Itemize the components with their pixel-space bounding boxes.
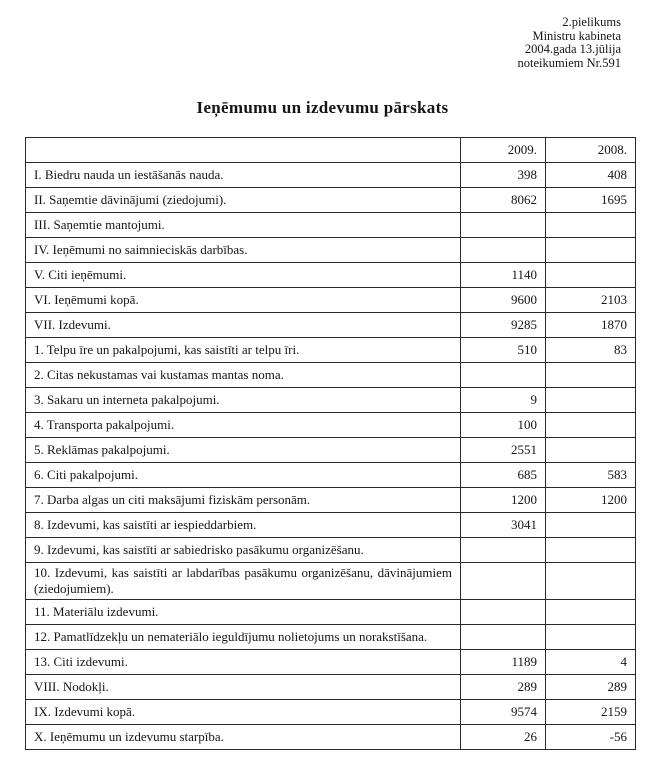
value-2008 bbox=[546, 563, 636, 600]
row-label: X. Ieņēmumu un izdevumu starpība. bbox=[26, 725, 461, 750]
value-2009: 9 bbox=[461, 388, 546, 413]
value-2008: -56 bbox=[546, 725, 636, 750]
value-2008 bbox=[546, 625, 636, 650]
legal-reference-block bbox=[518, 16, 621, 70]
legal-reference-line: noteikumiem Nr.591 bbox=[517, 55, 621, 70]
value-2008: 83 bbox=[546, 338, 636, 363]
row-label: IV. Ieņēmumi no saimnieciskās darbības. bbox=[26, 238, 461, 263]
value-2009 bbox=[461, 600, 546, 625]
table-row bbox=[26, 650, 636, 675]
value-2008 bbox=[546, 600, 636, 625]
row-label: II. Saņemtie dāvinājumi (ziedojumi). bbox=[26, 188, 461, 213]
row-label: 3. Sakaru un interneta pakalpojumi. bbox=[26, 388, 461, 413]
value-2008: 4 bbox=[546, 650, 636, 675]
table-row bbox=[26, 338, 636, 363]
value-2009 bbox=[461, 563, 546, 600]
row-label: 8. Izdevumi, kas saistīti ar iespieddarbiem. bbox=[26, 513, 461, 538]
value-2009: 8062 bbox=[461, 188, 546, 213]
value-2008 bbox=[546, 413, 636, 438]
row-label: 10. Izdevumi, kas saistīti ar labdarības pasākumu organizēšanu, dāvinājumiem (ziedojumiem). bbox=[26, 563, 461, 600]
table-row bbox=[26, 238, 636, 263]
row-label: 9. Izdevumi, kas saistīti ar sabiedrisko pasākumu organizēšanu. bbox=[26, 538, 461, 563]
year-column-2009: 2009. bbox=[461, 138, 546, 163]
value-2008 bbox=[546, 438, 636, 463]
legal-reference-line: 2.pielikums bbox=[562, 15, 621, 29]
table-row bbox=[26, 188, 636, 213]
value-2009: 3041 bbox=[461, 513, 546, 538]
value-2008 bbox=[546, 263, 636, 288]
table-row bbox=[26, 725, 636, 750]
value-2009: 9574 bbox=[461, 700, 546, 725]
table-row bbox=[26, 513, 636, 538]
row-label: V. Citi ieņēmumi. bbox=[26, 263, 461, 288]
value-2009: 26 bbox=[461, 725, 546, 750]
table-row bbox=[26, 213, 636, 238]
table-row bbox=[26, 388, 636, 413]
row-label: I. Biedru nauda un iestāšanās nauda. bbox=[26, 163, 461, 188]
legal-reference-line: Ministru kabineta bbox=[532, 28, 621, 43]
header-spacer-cell bbox=[26, 138, 461, 163]
table-row bbox=[26, 413, 636, 438]
row-label: VI. Ieņēmumi kopā. bbox=[26, 288, 461, 313]
row-label: 12. Pamatlīdzekļu un nemateriālo ieguldījumu nolietojums un norakstīšana. bbox=[26, 625, 461, 650]
table-header-row bbox=[26, 138, 636, 163]
table-row bbox=[26, 625, 636, 650]
value-2009 bbox=[461, 538, 546, 563]
row-label: III. Saņemtie mantojumi. bbox=[26, 213, 461, 238]
value-2009: 398 bbox=[461, 163, 546, 188]
value-2008: 2159 bbox=[546, 700, 636, 725]
year-column-2008: 2008. bbox=[546, 138, 636, 163]
value-2009 bbox=[461, 238, 546, 263]
legal-reference-line: 2004.gada 13.jūlija bbox=[524, 42, 621, 56]
value-2008 bbox=[546, 363, 636, 388]
row-label: 4. Transporta pakalpojumi. bbox=[26, 413, 461, 438]
table-row bbox=[26, 163, 636, 188]
table-row bbox=[26, 263, 636, 288]
value-2009: 9600 bbox=[461, 288, 546, 313]
table-row bbox=[26, 438, 636, 463]
value-2008: 1870 bbox=[546, 313, 636, 338]
value-2009: 100 bbox=[461, 413, 546, 438]
value-2008: 408 bbox=[546, 163, 636, 188]
value-2009 bbox=[461, 625, 546, 650]
value-2008: 583 bbox=[546, 463, 636, 488]
value-2008 bbox=[546, 538, 636, 563]
table-row bbox=[26, 488, 636, 513]
row-label: VIII. Nodokļi. bbox=[26, 675, 461, 700]
value-2009 bbox=[461, 363, 546, 388]
table-row bbox=[26, 700, 636, 725]
row-label: 11. Materiālu izdevumi. bbox=[26, 600, 461, 625]
value-2008: 289 bbox=[546, 675, 636, 700]
table-row bbox=[26, 463, 636, 488]
table-row bbox=[26, 538, 636, 563]
value-2009: 685 bbox=[461, 463, 546, 488]
page-title: Ieņēmumu un izdevumu pārskats bbox=[196, 98, 449, 117]
value-2008 bbox=[546, 513, 636, 538]
table-row bbox=[26, 600, 636, 625]
table-row bbox=[26, 563, 636, 600]
value-2008: 1200 bbox=[546, 488, 636, 513]
row-label: 1. Telpu īre un pakalpojumi, kas saistīti ar telpu īri. bbox=[26, 338, 461, 363]
row-label: IX. Izdevumi kopā. bbox=[26, 700, 461, 725]
value-2009: 289 bbox=[461, 675, 546, 700]
value-2009: 2551 bbox=[461, 438, 546, 463]
income-expense-table bbox=[25, 137, 636, 750]
value-2009 bbox=[461, 213, 546, 238]
value-2008: 2103 bbox=[546, 288, 636, 313]
row-label: 6. Citi pakalpojumi. bbox=[26, 463, 461, 488]
row-label: VII. Izdevumi. bbox=[26, 313, 461, 338]
row-label: 2. Citas nekustamas vai kustamas mantas noma. bbox=[26, 363, 461, 388]
row-label: 7. Darba algas un citi maksājumi fiziskām personām. bbox=[26, 488, 461, 513]
value-2009: 510 bbox=[461, 338, 546, 363]
value-2008 bbox=[546, 238, 636, 263]
table-row bbox=[26, 675, 636, 700]
row-label: 5. Reklāmas pakalpojumi. bbox=[26, 438, 461, 463]
value-2008: 1695 bbox=[546, 188, 636, 213]
value-2009: 1189 bbox=[461, 650, 546, 675]
value-2009: 1140 bbox=[461, 263, 546, 288]
value-2009: 9285 bbox=[461, 313, 546, 338]
table-row bbox=[26, 288, 636, 313]
value-2008 bbox=[546, 388, 636, 413]
value-2008 bbox=[546, 213, 636, 238]
table-row bbox=[26, 313, 636, 338]
table-row bbox=[26, 363, 636, 388]
value-2009: 1200 bbox=[461, 488, 546, 513]
row-label: 13. Citi izdevumi. bbox=[26, 650, 461, 675]
